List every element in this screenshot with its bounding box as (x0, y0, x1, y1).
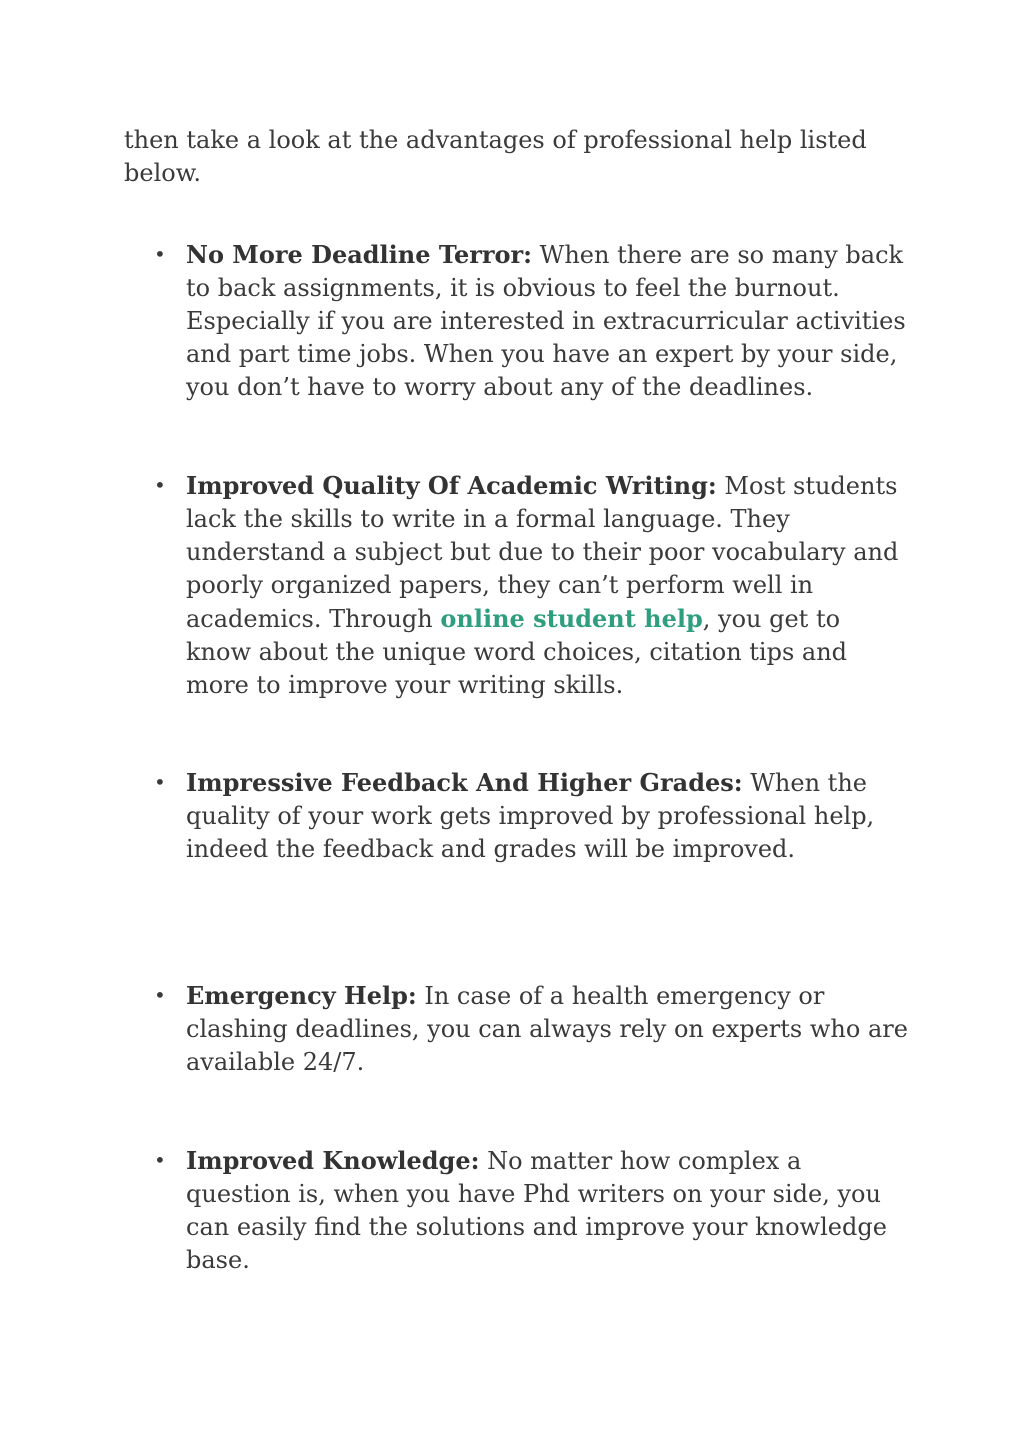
bullet-icon: • (154, 770, 166, 794)
list-item-title: Improved Knowledge: (186, 1146, 480, 1175)
list-item-body: When there are so many back to back assignments, it is obvious to feel the burnout. Especially if you are interested in extracurricular activities and part time jobs. When you have an expert by your side, you don’t have to worry about any of the deadlines. (186, 241, 906, 401)
bullet-icon: • (154, 983, 166, 1007)
list-item-body: Most students lack the skills to write in a formal language. They understand a subject but due to their poor vocabulary and poorly organized papers, they can’t perform well in academics. Through (186, 472, 899, 633)
list-item-text (186, 469, 908, 702)
list-item-title: Improved Quality Of Academic Writing: (186, 471, 717, 500)
list-item-title: No More Deadline Terror: (186, 240, 533, 269)
list-item-title: Emergency Help: (186, 981, 417, 1010)
list-item-body: In case of a health emergency or clashing deadlines, you can always rely on experts who are available 24/7. (186, 982, 908, 1076)
bullet-icon: • (154, 1148, 166, 1172)
bullet-icon: • (154, 473, 166, 497)
list-item-text (186, 1144, 908, 1277)
intro-paragraph: then take a look at the advantages of professional help listed below. (124, 126, 867, 187)
list-item-text (186, 979, 908, 1079)
list-item-title: Impressive Feedback And Higher Grades: (186, 768, 743, 797)
list-item-text (186, 238, 908, 404)
online-student-help-link[interactable]: online student help (440, 604, 703, 633)
list-item-body: When the quality of your work gets improved by professional help, indeed the feedback and grades will be improved. (186, 769, 875, 863)
list-item-body-continued: , you get to know about the unique word choices, citation tips and more to improve your writing skills. (186, 605, 848, 699)
list-item-text (186, 766, 908, 866)
bullet-icon: • (154, 242, 166, 266)
list-item-body: No matter how complex a question is, when you have Phd writers on your side, you can easily find the solutions and improve your knowledge base. (186, 1147, 887, 1274)
